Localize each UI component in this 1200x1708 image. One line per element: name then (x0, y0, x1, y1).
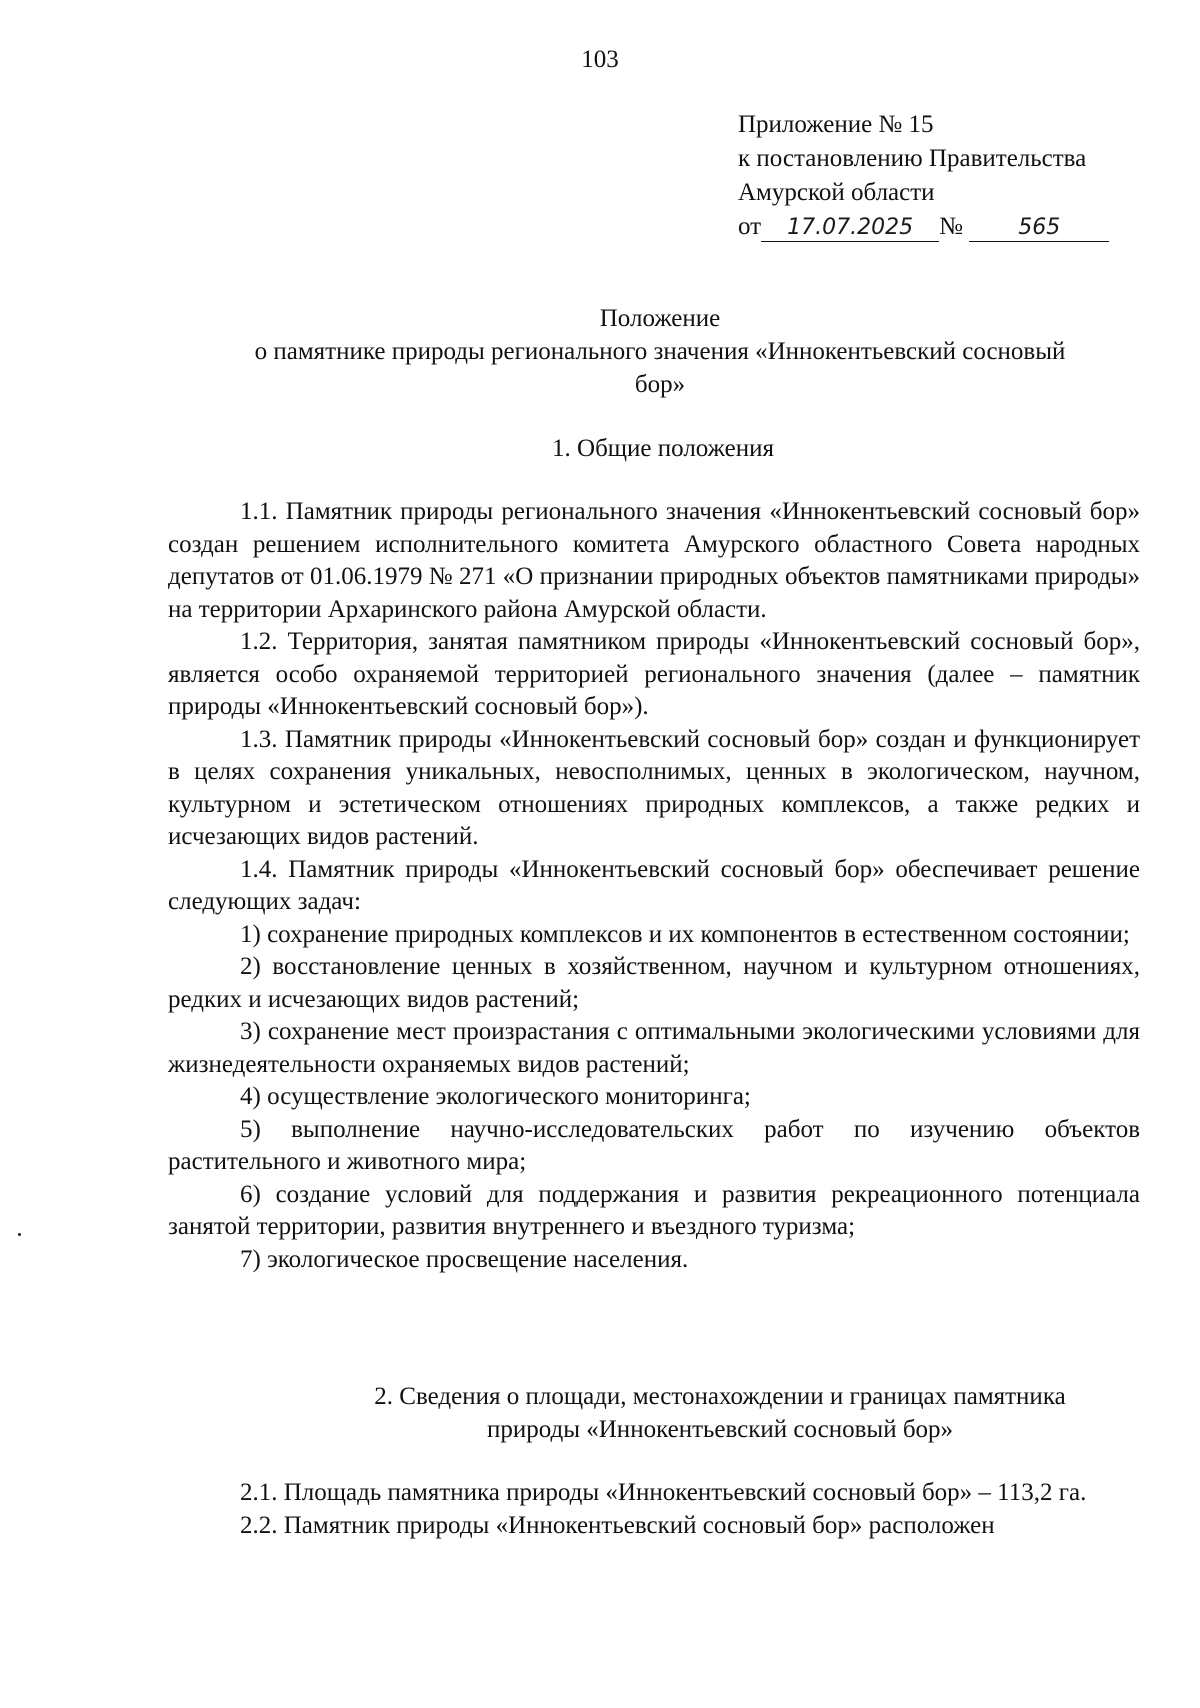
appendix-block (738, 108, 1109, 244)
page-number: 103 (581, 46, 619, 73)
title-line-3: бор» (634, 371, 686, 398)
task-item-6: 6) создание условий для поддержания и развития рекреационного потенциала занятой территории, развития внутреннего и въездного туризма; (168, 1180, 1140, 1240)
appendix-date-number (738, 210, 1109, 244)
paragraph-2-2: 2.2. Памятник природы «Иннокентьевский сосновый бор» расположен (240, 1511, 995, 1539)
handwritten-number: 565 (969, 215, 1109, 242)
paragraph-1-2: 1.2. Территория, занятая памятником природы «Иннокентьевский сосновый бор», является особо охраняемой территорией регионального значения (далее – памятник природы «Иннокентьевский сосновый бор»). (168, 628, 1140, 720)
date-prefix: от (738, 213, 762, 240)
paragraph-2-1: 2.1. Площадь памятника природы «Иннокентьевский сосновый бор» – 113,2 га. (240, 1479, 1087, 1506)
paragraph-1-3: 1.3. Памятник природы «Иннокентьевский сосновый бор» создан и функционирует в целях сохранения уникальных, невосполнимых, ценных в экологическом, научном, культурном и эстетическом отношениях природных комплексов, а также редких и исчезающих видов растений. (168, 725, 1140, 850)
task-item-1: 1) сохранение природных комплексов и их компонентов в естественном состоянии; (240, 920, 1130, 948)
section-2-heading-line-2: природы «Иннокентьевский сосновый бор» (486, 1416, 954, 1443)
task-item-7: 7) экологическое просвещение населения. (240, 1245, 689, 1273)
paragraph-1-1: 1.1. Памятник природы регионального значения «Иннокентьевский сосновый бор» создан решением исполнительного комитета Амурского областного Совета народных депутатов от 01.06.1979 № 271 «О признании природных объектов памятниками природы» на территории Архаринского района Амурской области. (168, 498, 1140, 623)
section-2-body (168, 1477, 1140, 1542)
task-item-4: 4) осуществление экологического мониторинга; (240, 1083, 751, 1110)
section-1-heading: 1. Общие положения (552, 435, 774, 462)
title-line-1: Положение (599, 305, 721, 332)
appendix-reference: к постановлению Правительства (738, 145, 1087, 172)
number-prefix: № (939, 213, 963, 240)
task-item-3: 3) сохранение мест произрастания с оптимальными экологическими условиями для жизнедеятельности охраняемых видов растений; (168, 1018, 1140, 1078)
document-title (170, 302, 1150, 401)
handwritten-date: 17.07.2025 (761, 215, 939, 242)
appendix-region: Амурской области (738, 179, 935, 206)
appendix-title: Приложение № 15 (738, 111, 934, 138)
section-2-heading (280, 1380, 1160, 1446)
task-item-5: 5) выполнение научно-исследовательских работ по изучению объектов растительного и животного мира; (168, 1115, 1140, 1175)
section-2-heading-line-1: 2. Сведения о площади, местонахождении и границах памятника (374, 1383, 1066, 1410)
section-1-body (168, 496, 1140, 1276)
paragraph-1-4: 1.4. Памятник природы «Иннокентьевский сосновый бор» обеспечивает решение следующих задач: (168, 855, 1140, 915)
title-line-2: о памятнике природы регионального значения «Иннокентьевский сосновый (254, 338, 1066, 365)
task-item-2: 2) восстановление ценных в хозяйственном, научном и культурном отношениях, редких и исчезающих видов растений; (168, 953, 1140, 1013)
scan-speck (18, 1233, 21, 1236)
